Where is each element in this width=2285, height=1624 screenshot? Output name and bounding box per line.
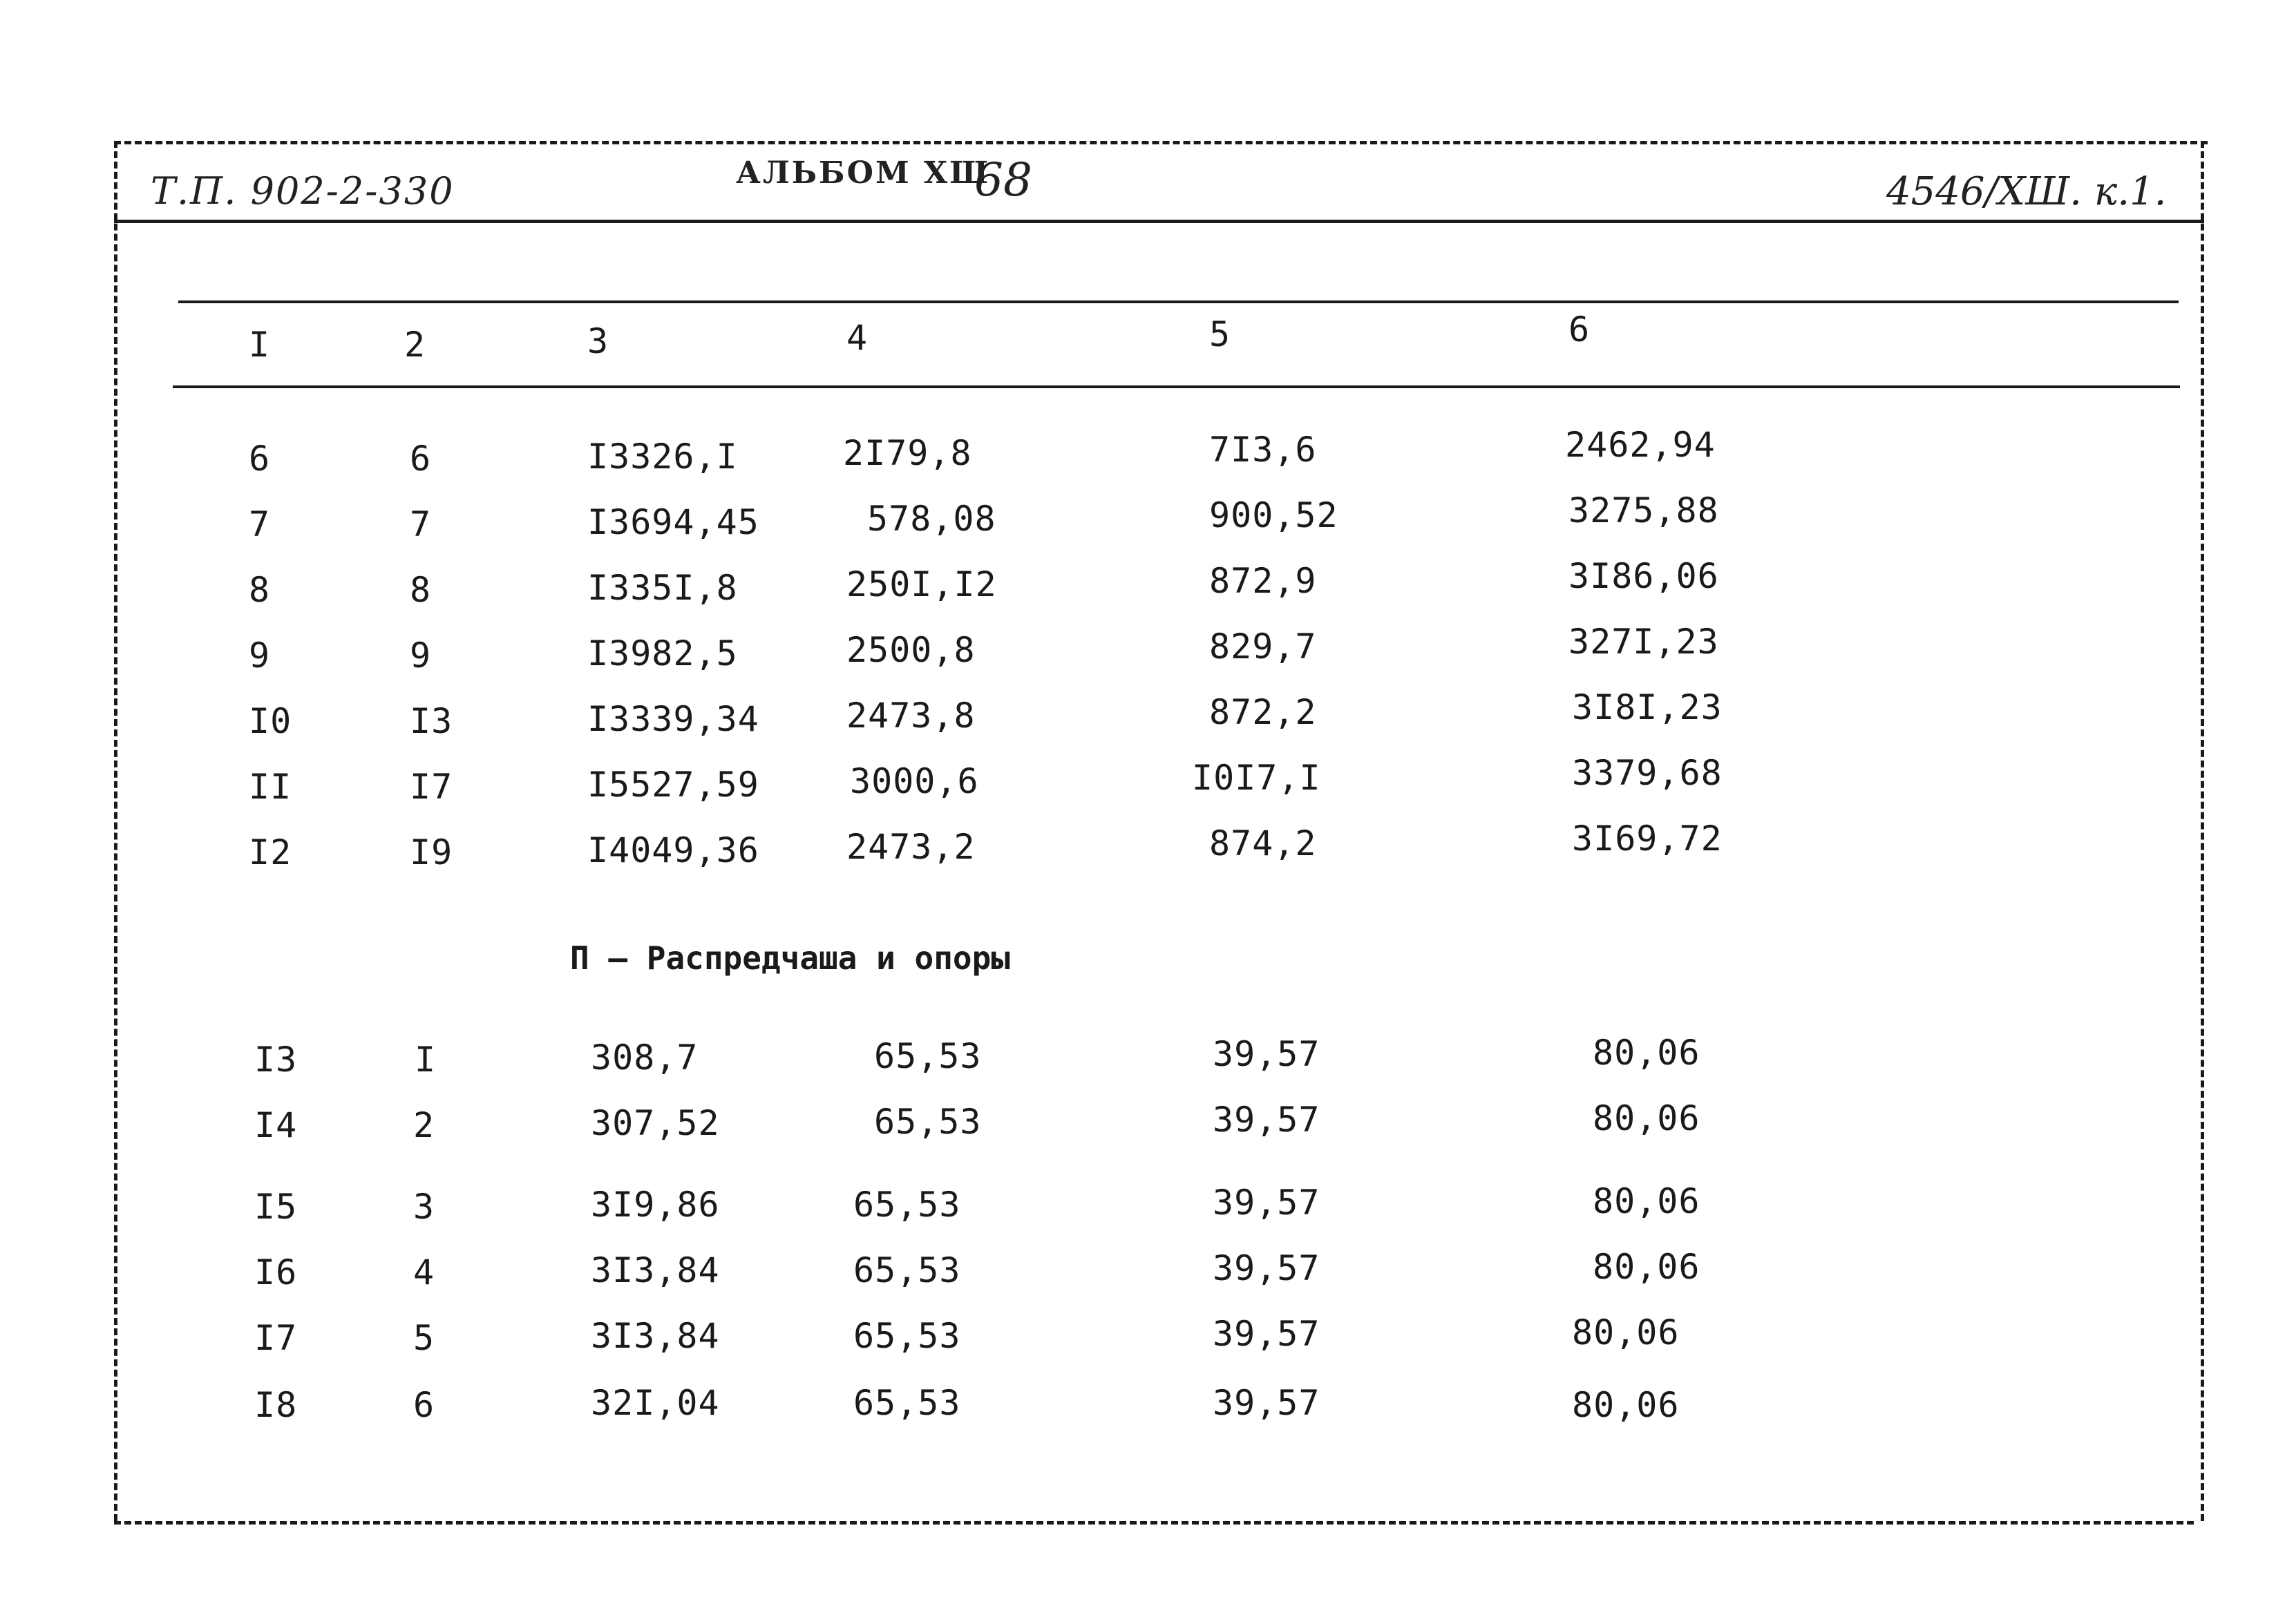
table-cell: 9: [410, 636, 432, 676]
table-cell: 39,57: [1213, 1034, 1320, 1074]
table-cell: 65,53: [874, 1036, 982, 1076]
table-cell: 308,7: [591, 1038, 699, 1078]
table-cell: 65,53: [853, 1316, 961, 1356]
table-cell: 80,06: [1572, 1385, 1680, 1425]
table-cell: I4049,36: [587, 830, 759, 870]
table-cell: I3: [410, 701, 453, 741]
column-header-1: I: [249, 325, 271, 365]
header-divider: [114, 220, 2204, 223]
table-cell: 80,06: [1593, 1033, 1700, 1073]
table-cell: 80,06: [1593, 1098, 1700, 1138]
column-header-2: 2: [404, 325, 426, 365]
album-title: АЛЬБОМ XШ: [736, 155, 990, 191]
table-cell: 3I86,06: [1568, 556, 1719, 596]
table-cell: 3275,88: [1568, 490, 1719, 531]
table-cell: 2: [413, 1105, 435, 1145]
table-cell: 2I79,8: [843, 433, 972, 473]
table-cell: 6: [413, 1385, 435, 1425]
table-cell: I6: [254, 1252, 298, 1292]
table-cell: 32I,04: [591, 1383, 720, 1423]
table-cell: 3: [413, 1187, 435, 1227]
table-cell: 9: [249, 636, 271, 676]
document-code: Т.П. 902-2-330: [151, 169, 455, 213]
table-cell: 307,52: [591, 1103, 720, 1143]
table-cell: 39,57: [1213, 1314, 1320, 1354]
table-cell: 8: [249, 570, 271, 610]
table-cell: 2500,8: [846, 630, 976, 670]
sheet-code: 4546/ХШ. к.1.: [1886, 169, 2167, 214]
table-cell: 65,53: [874, 1102, 982, 1142]
page-number: 68: [974, 153, 1032, 207]
table-cell: I7: [254, 1318, 298, 1358]
table-cell: I3326,I: [587, 437, 738, 477]
frame-bottom-border: [114, 1521, 2194, 1525]
table-cell: 874,2: [1209, 823, 1317, 863]
table-cell: I0I7,I: [1192, 758, 1321, 798]
table-cell: 3I3,84: [591, 1250, 720, 1290]
table-cell: 8: [410, 570, 432, 610]
table-cell: I7: [410, 767, 453, 807]
table-cell: 65,53: [853, 1185, 961, 1225]
column-header-5: 5: [1209, 314, 1231, 354]
table-cell: 3I3,84: [591, 1316, 720, 1356]
table-cell: 7I3,6: [1209, 430, 1317, 470]
table-cell: I3694,45: [587, 502, 759, 542]
table-cell: 65,53: [853, 1250, 961, 1290]
table-cell: 80,06: [1593, 1247, 1700, 1287]
table-header-rule: [173, 385, 2180, 388]
table-cell: 900,52: [1209, 495, 1338, 535]
table-cell: 2473,2: [846, 827, 976, 867]
table-top-rule: [178, 300, 2179, 303]
table-cell: 3I69,72: [1572, 819, 1723, 859]
table-cell: 3I9,86: [591, 1185, 720, 1225]
table-cell: I0: [249, 701, 292, 741]
table-cell: 3379,68: [1572, 753, 1723, 793]
table-cell: I3: [254, 1040, 298, 1080]
table-cell: 39,57: [1213, 1100, 1320, 1140]
table-cell: 578,08: [867, 499, 996, 539]
table-cell: 7: [249, 504, 271, 544]
table-cell: 4: [413, 1252, 435, 1292]
table-cell: 872,9: [1209, 561, 1317, 601]
column-header-4: 4: [846, 318, 869, 358]
table-cell: I3982,5: [587, 633, 738, 674]
table-cell: 250I,I2: [846, 564, 997, 604]
table-cell: 39,57: [1213, 1248, 1320, 1288]
table-cell: 5: [413, 1318, 435, 1358]
table-cell: II: [249, 767, 292, 807]
column-header-6: 6: [1568, 309, 1591, 350]
table-cell: I5527,59: [587, 765, 759, 805]
table-cell: 6: [249, 439, 271, 479]
table-cell: 3I8I,23: [1572, 687, 1723, 727]
table-cell: I3339,34: [587, 699, 759, 739]
table-cell: I: [415, 1040, 437, 1080]
frame-left-border: [114, 141, 117, 1521]
frame-right-border: [2201, 141, 2204, 1521]
table-cell: 872,2: [1209, 692, 1317, 732]
table-cell: I2: [249, 832, 292, 872]
table-cell: 39,57: [1213, 1383, 1320, 1423]
table-cell: 327I,23: [1568, 622, 1719, 662]
table-cell: I335I,8: [587, 568, 738, 608]
table-cell: 39,57: [1213, 1183, 1320, 1223]
table-cell: 6: [410, 439, 432, 479]
table-cell: 7: [410, 504, 432, 544]
section-title: П – Распредчаша и опоры: [570, 939, 1010, 977]
table-cell: I9: [410, 832, 453, 872]
table-cell: 80,06: [1572, 1312, 1680, 1353]
table-cell: 65,53: [853, 1383, 961, 1423]
table-cell: I4: [254, 1105, 298, 1145]
table-cell: 80,06: [1593, 1181, 1700, 1221]
table-cell: 3000,6: [850, 761, 979, 801]
table-cell: 2462,94: [1565, 425, 1716, 465]
table-cell: 2473,8: [846, 696, 976, 736]
table-cell: I5: [254, 1187, 298, 1227]
table-cell: 829,7: [1209, 627, 1317, 667]
column-header-3: 3: [587, 321, 609, 361]
frame-top-border: [114, 141, 2208, 144]
table-cell: I8: [254, 1385, 298, 1425]
